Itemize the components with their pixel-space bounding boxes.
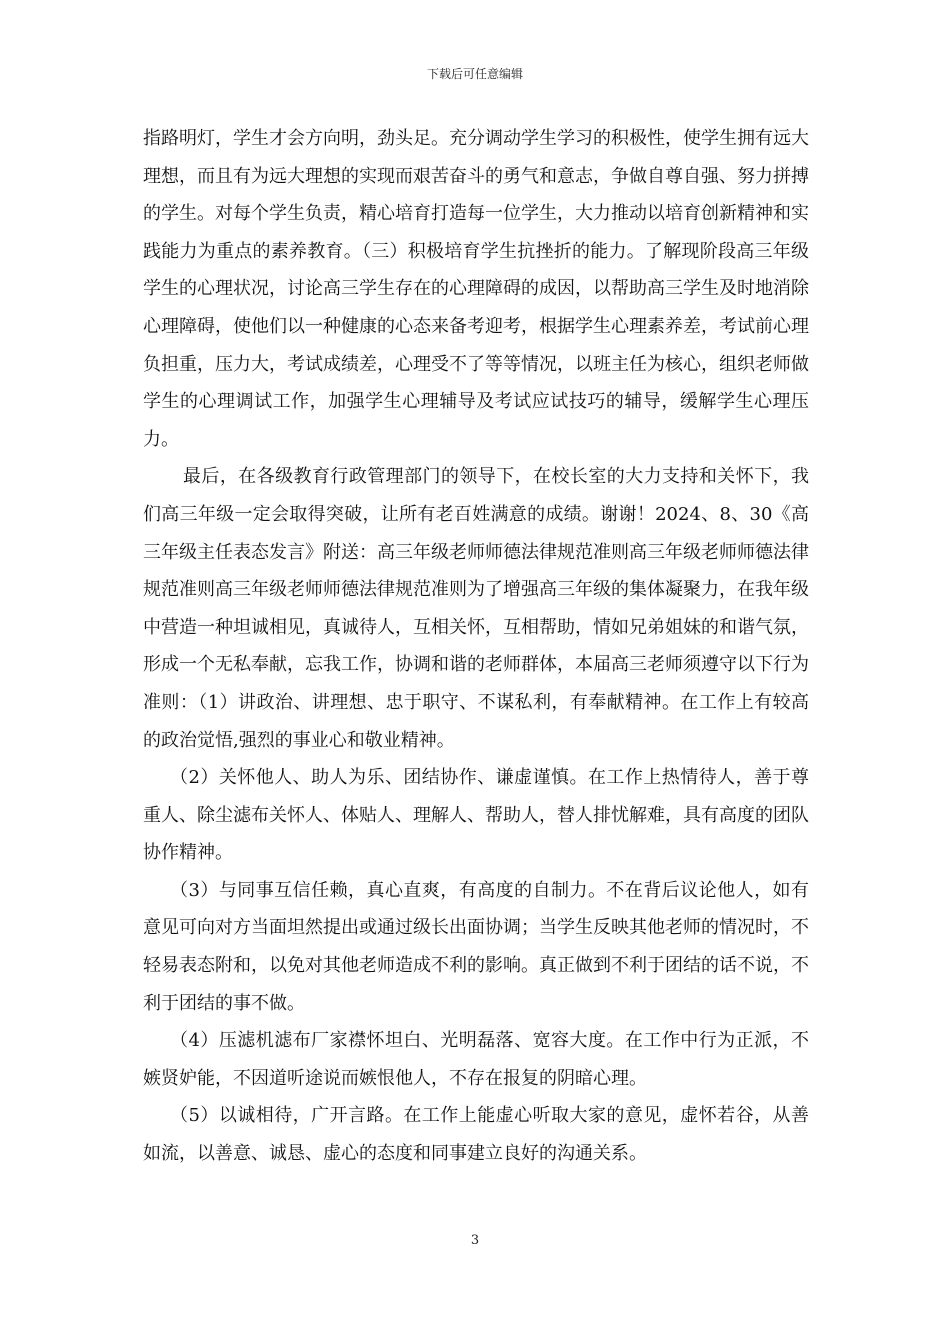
paragraph-2: 最后，在各级教育行政管理部门的领导下，在校长室的大力支持和关怀下，我们高三年级一定会取得突破，让所有老百姓满意的成绩。谢谢！2024、8、30《高三年级主任表态发言》附送：高三年级老师师德法律规范准则高三年级老师师德法律规范准则高三年级老师师德法律规范准则为了增强高三年级的集体凝聚力，在我年级中营造一种坦诚相见，真诚待人，互相关怀，互相帮助，情如兄弟姐妹的和谐气氛，形成一个无私奉献，忘我工作，协调和谐的老师群体，本届高三老师须遵守以下行为准则：（1）讲政治、讲理想、忠于职守、不谋私利，有奉献精神。在工作上有较高的政治觉悟,强烈的事业心和敬业精神。 — [143, 466, 809, 751]
document-body — [143, 120, 809, 1173]
page-number: 3 — [470, 1233, 480, 1248]
paragraph-6: （5）以诚相待，广开言路。在工作上能虚心听取大家的意见，虚怀若谷，从善如流，以善意、诚恳、虚心的态度和同事建立良好的沟通关系。 — [143, 1105, 809, 1165]
paragraph-5: （4）压滤机滤布厂家襟怀坦白、光明磊落、宽容大度。在工作中行为正派，不嫉贤妒能，不因道听途说而嫉恨他人，不存在报复的阴暗心理。 — [143, 1030, 809, 1089]
paragraph-1: 指路明灯，学生才会方向明，劲头足。充分调动学生学习的积极性，使学生拥有远大理想，而且有为远大理想的实现而艰苦奋斗的勇气和意志，争做自尊自强、努力拼搏的学生。对每个学生负责，精心培育打造每一位学生，大力推动以培育创新精神和实践能力为重点的素养教育。（三）积极培育学生抗挫折的能力。了解现阶段高三年级学生的心理状况，讨论高三学生存在的心理障碍的成因，以帮助高三学生及时地消除心理障碍，使他们以一种健康的心态来备考迎考，根据学生心理素养差，考试前心理负担重，压力大，考试成绩差，心理受不了等等情况，以班主任为核心，组织老师做学生的心理调试工作，加强学生心理辅导及考试应试技巧的辅导，缓解学生心理压力。 — [143, 128, 809, 450]
page-header: 下载后可任意编辑 — [426, 67, 523, 81]
paragraph-4: （3）与同事互信任赖，真心直爽，有高度的自制力。不在背后议论他人，如有意见可向对方当面坦然提出或通过级长出面协调；当学生反映其他老师的情况时，不轻易表态附和，以免对其他老师造成不利的影响。真正做到不利于团结的话不说，不利于团结的事不做。 — [143, 879, 809, 1014]
paragraph-3: （2）关怀他人、助人为乐、团结协作、谦虚谨慎。在工作上热情待人，善于尊重人、除尘滤布关怀人、体贴人、理解人、帮助人，替人排忧解难，具有高度的团队协作精神。 — [143, 767, 809, 864]
